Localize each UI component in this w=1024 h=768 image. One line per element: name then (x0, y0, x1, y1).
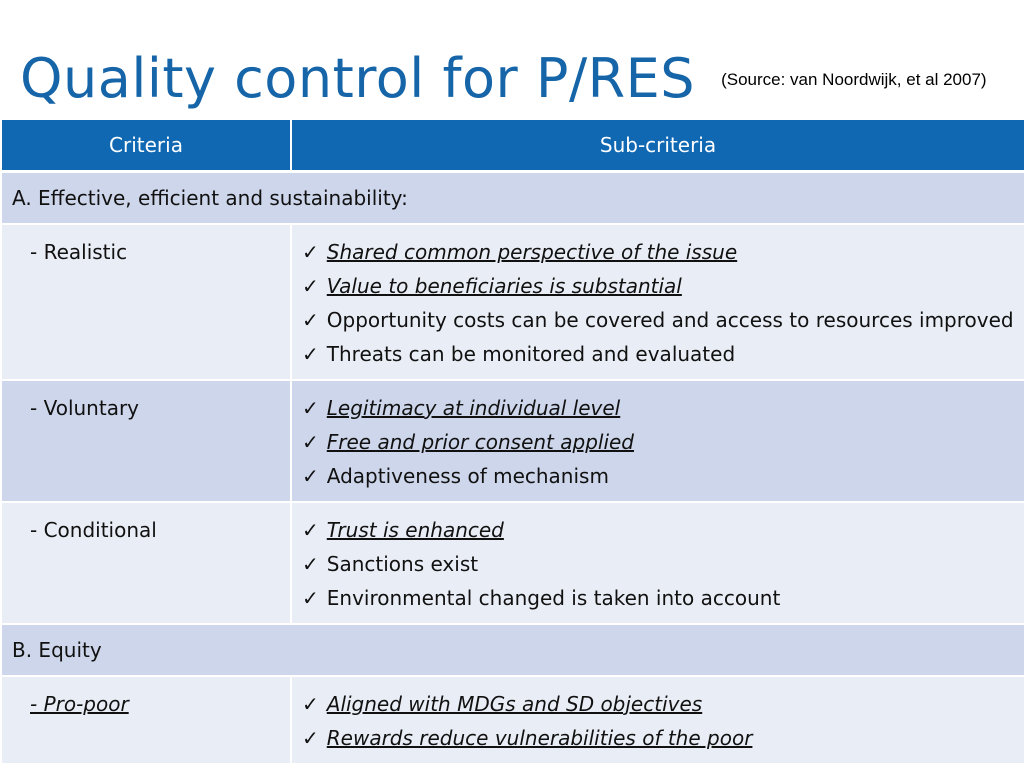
table-header-row (1, 119, 1024, 172)
section-row-b (1, 624, 1024, 676)
table-row-conditional (1, 502, 1024, 624)
header-sub-criteria: Sub-criteria (291, 119, 1024, 172)
sub-criteria-propoor (291, 676, 1024, 764)
criteria-table (0, 118, 1024, 765)
criteria-propoor: - Pro-poor (1, 676, 291, 764)
title-bar (20, 47, 987, 110)
criteria-realistic: - Realistic (1, 224, 291, 380)
table-row-voluntary (1, 380, 1024, 502)
check-icon: ✓ (302, 430, 319, 454)
check-icon: ✓ (302, 464, 319, 488)
check-icon: ✓ (302, 274, 319, 298)
sub-item: ✓ Opportunity costs can be covered and access to resources improved (302, 308, 1014, 332)
sub-item: ✓ Value to beneficiaries is substantial (302, 274, 682, 298)
check-icon: ✓ (302, 518, 319, 542)
sub-item: ✓ Legitimacy at individual level (302, 396, 621, 420)
page-title: Quality control for P/RES (20, 47, 696, 110)
sub-item: ✓ Adaptiveness of mechanism (302, 464, 609, 488)
check-icon: ✓ (302, 692, 319, 716)
sub-item: ✓ Environmental changed is taken into account (302, 586, 781, 610)
check-icon: ✓ (302, 342, 319, 366)
table-row-realistic (1, 224, 1024, 380)
check-icon: ✓ (302, 586, 319, 610)
sub-item: ✓ Sanctions exist (302, 552, 479, 576)
sub-criteria-conditional (291, 502, 1024, 624)
source-citation: (Source: van Noordwijk, et al 2007) (721, 70, 987, 89)
sub-criteria-voluntary (291, 380, 1024, 502)
sub-item: ✓ Rewards reduce vulnerabilities of the poor (302, 726, 753, 750)
check-icon: ✓ (302, 552, 319, 576)
check-icon: ✓ (302, 240, 319, 264)
section-b-label: B. Equity (1, 624, 1024, 676)
sub-item: ✓ Threats can be monitored and evaluated (302, 342, 736, 366)
section-row-a (1, 172, 1024, 225)
section-a-label: A. Effective, efficient and sustainability: (1, 172, 1024, 225)
check-icon: ✓ (302, 308, 319, 332)
criteria-conditional: - Conditional (1, 502, 291, 624)
sub-item: ✓ Free and prior consent applied (302, 430, 635, 454)
check-icon: ✓ (302, 726, 319, 750)
criteria-voluntary: - Voluntary (1, 380, 291, 502)
sub-item: ✓ Aligned with MDGs and SD objectives (302, 692, 703, 716)
sub-item: ✓ Trust is enhanced (302, 518, 504, 542)
sub-item: ✓ Shared common perspective of the issue (302, 240, 738, 264)
sub-criteria-realistic (291, 224, 1024, 380)
table-row-propoor (1, 676, 1024, 764)
header-criteria: Criteria (1, 119, 291, 172)
check-icon: ✓ (302, 396, 319, 420)
